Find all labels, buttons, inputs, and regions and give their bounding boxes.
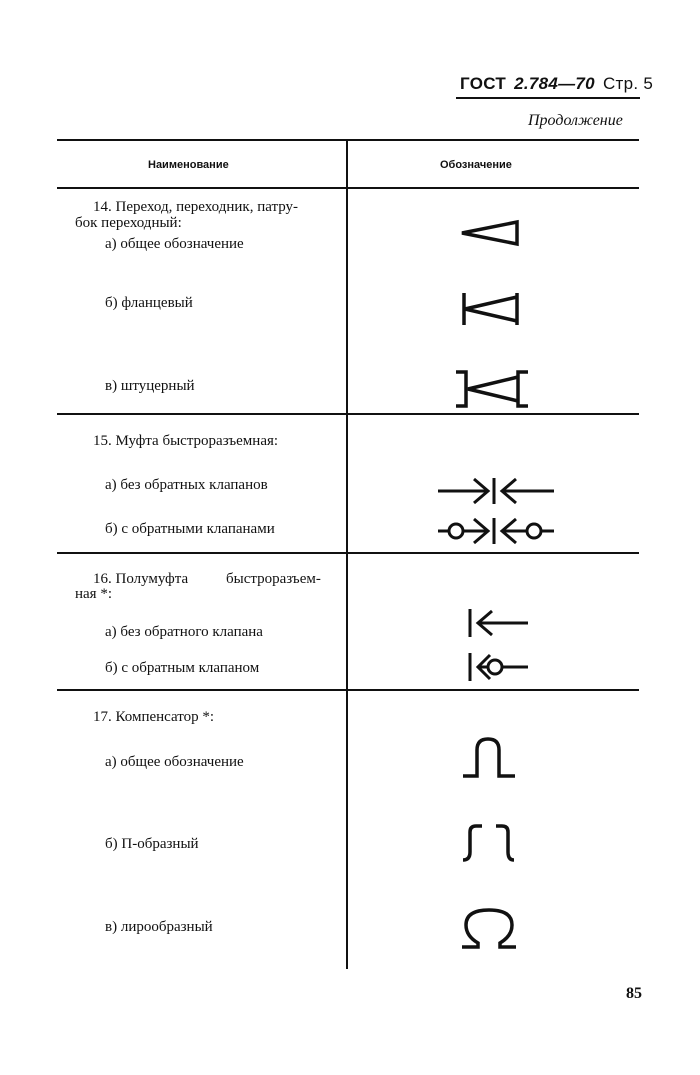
compensator-general-icon [460,736,520,780]
standard-number: 2.784—70 [514,74,595,93]
quick-coupling-icon [436,474,556,508]
page-number: 85 [626,985,642,1002]
section-17-title: 17. Компенсатор *: [93,709,215,725]
reducer-fitting-icon [450,368,535,410]
section-17-item-c: в) лирообразный [105,919,213,935]
reducer-flanged-icon [455,289,525,329]
section-15-item-a: а) без обратных клапанов [105,477,268,493]
continuation-label: Продолжение [528,112,623,129]
column-header-symbol: Обозначение [440,159,512,171]
section-16-title-line2: ная *: [75,586,113,602]
quick-coupling-check-valves-icon [436,514,556,548]
section-14-item-b: б) фланцевый [105,295,193,311]
section-17-item-b: б) П-образный [105,836,199,852]
page-header [460,74,653,94]
section-17-item-a: а) общее обозначение [105,754,244,770]
section-15-item-b: б) с обратными клапанами [105,521,275,537]
section-separator-15-16 [57,552,639,554]
half-coupling-check-valve-icon [464,650,534,684]
table-column-divider [346,139,348,969]
section-16-item-a: а) без обратного клапана [105,624,263,640]
compensator-u-shaped-icon [460,822,520,866]
table-top-border [57,139,639,141]
header-underline [456,97,640,99]
standard-label: ГОСТ [460,74,507,93]
page-label: Стр. 5 [602,74,654,93]
header-separator [57,187,639,189]
column-header-name: Наименование [148,159,229,171]
section-15-title: 15. Муфта быстроразъемная: [93,433,279,449]
section-14-item-c: в) штуцерный [105,378,195,394]
half-coupling-icon [464,606,534,640]
reducer-general-icon [455,218,525,248]
section-14-title-line1: 14. Переход, переходник, патру- [93,199,299,215]
section-16-item-b: б) с обратным клапаном [105,660,260,676]
section-14-item-a: а) общее обозначение [105,236,244,252]
section-16-title-line1b: быстроразъем- [226,571,321,587]
section-separator-14-15 [57,413,639,415]
section-14-title-line2: бок переходный: [75,215,182,231]
section-separator-16-17 [57,689,639,691]
section-16-title-line1: 16. Полумуфта [93,571,189,587]
compensator-lyre-shaped-icon [458,905,522,951]
